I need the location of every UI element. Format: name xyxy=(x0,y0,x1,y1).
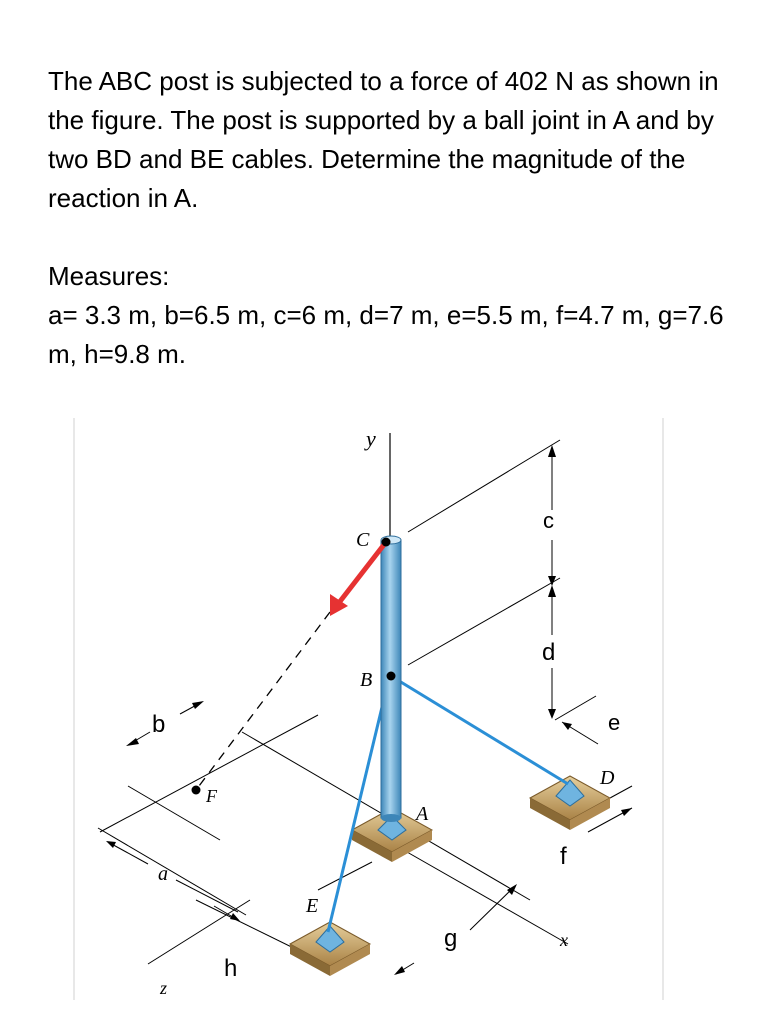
label-dim-e: e xyxy=(608,710,621,735)
dim-b-arrow-right xyxy=(192,701,204,709)
dim-f-arrow xyxy=(621,808,632,816)
label-z-axis: z xyxy=(160,978,168,998)
support-e xyxy=(290,922,370,976)
dim-e-arrow-a xyxy=(562,722,572,730)
support-d xyxy=(530,776,610,830)
label-dim-a: a xyxy=(158,863,168,885)
label-dim-c: c xyxy=(543,508,554,533)
label-point-b: B xyxy=(360,669,373,691)
measures-title: Measures: xyxy=(48,261,170,291)
b-extension-line xyxy=(408,578,560,665)
dim-g-arrow-right xyxy=(507,884,517,895)
label-dim-b: b xyxy=(152,711,166,738)
dim-a-arrow-left xyxy=(106,841,116,848)
label-point-a: A xyxy=(416,803,429,825)
label-point-e: E xyxy=(306,895,319,917)
dim-a-right xyxy=(176,880,238,912)
point-f-marker xyxy=(192,786,201,795)
label-dim-d: d xyxy=(542,639,556,666)
label-dim-f: f xyxy=(560,843,567,870)
force-arrow-shaft xyxy=(338,542,386,604)
problem-statement: The ABC post is subjected to a force of 402 N as shown in the figure. The post is supported by a ball joint in A and by two BD and BE cables. Determine the magnitude of the reaction in A. xyxy=(48,66,719,213)
label-x-axis: x xyxy=(560,930,568,950)
cable-bd xyxy=(391,676,568,784)
x-axis xyxy=(400,848,568,944)
dim-g-right xyxy=(470,886,515,930)
label-dim-g: g xyxy=(444,925,458,952)
c-extension-line xyxy=(408,440,560,532)
dim-d-arrow-top xyxy=(548,585,556,597)
label-point-c: C xyxy=(356,529,370,551)
label-point-d: D xyxy=(600,767,615,789)
d-extension-line xyxy=(555,696,596,720)
dim-h-arrow xyxy=(230,913,240,921)
cable-be xyxy=(328,678,389,932)
label-point-f: F xyxy=(206,786,217,806)
point-b-marker xyxy=(387,672,396,681)
dim-g-arrow-left xyxy=(394,966,405,975)
measures-values: a= 3.3 m, b=6.5 m, c=6 m, d=7 m, e=5.5 m, f=4.7 m, g=7.6 m, h=9.8 m. xyxy=(48,300,724,369)
ground-line-2 xyxy=(100,715,318,832)
ground-line-4 xyxy=(98,828,246,915)
label-dim-h: h xyxy=(224,955,238,982)
force-line-of-action xyxy=(196,612,330,790)
label-y-axis: y xyxy=(366,426,376,451)
point-c-marker xyxy=(382,538,391,547)
